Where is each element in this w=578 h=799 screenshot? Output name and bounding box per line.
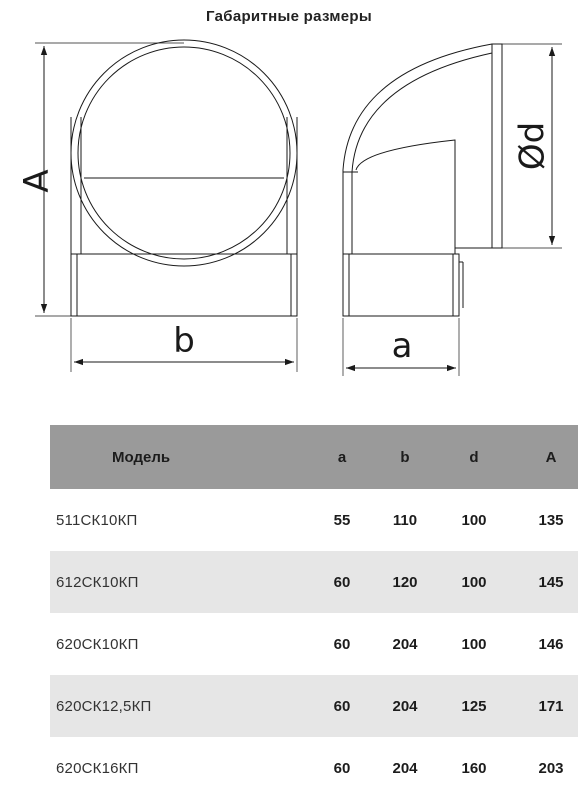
side-elbow-outer: [343, 44, 492, 254]
cell-a: 55: [333, 511, 351, 529]
cell-b: 204: [392, 759, 418, 777]
side-flange: [492, 44, 502, 248]
cell-b: 204: [372, 675, 438, 737]
page-title: Габаритные размеры: [206, 8, 372, 25]
dimensions-table: [50, 425, 578, 799]
cell-A: 203: [538, 759, 564, 777]
table-header-row: [50, 425, 578, 489]
table-row: [50, 613, 578, 675]
cell-a: 60: [333, 759, 351, 777]
cell-d: 160: [461, 759, 487, 777]
cell-b: 110: [392, 511, 418, 529]
cell-d: 100: [461, 635, 487, 653]
header-model: Модель: [50, 425, 312, 489]
side-view: [343, 44, 562, 376]
side-elbow-inner2: [356, 140, 455, 254]
cell-a: 60: [333, 635, 351, 653]
cell-d: 125: [438, 675, 510, 737]
header-b: b: [372, 425, 438, 489]
cell-model: 620СК16КП: [56, 759, 139, 777]
cell-model: 620СК12,5КП: [50, 675, 312, 737]
side-elbow-inner: [352, 53, 492, 254]
cell-A: 171: [510, 675, 578, 737]
table-row: [50, 675, 578, 737]
front-base: [71, 254, 297, 316]
front-view: [35, 40, 297, 372]
cell-model: 612СК10КП: [50, 551, 312, 613]
cell-model: 620СК10КП: [56, 635, 139, 653]
dim-A-label: A: [17, 169, 57, 193]
cell-b: 204: [392, 635, 418, 653]
table-row: [50, 489, 578, 551]
table-row: [50, 737, 578, 799]
header-a: a: [312, 425, 372, 489]
dim-d-label: Ød: [512, 121, 553, 171]
cell-d: 100: [438, 551, 510, 613]
cell-model: 511СК10КП: [56, 511, 138, 529]
cell-A: 146: [538, 635, 564, 653]
cell-a: 60: [312, 675, 372, 737]
header-d: d: [438, 425, 510, 489]
front-outer-circle: [71, 40, 297, 266]
cell-d: 100: [461, 511, 487, 529]
dim-a-label: a: [391, 326, 413, 366]
table-row: [50, 551, 578, 613]
dim-b-label: b: [173, 321, 195, 361]
header-A: A: [510, 425, 578, 489]
cell-A: 135: [538, 511, 564, 529]
cell-b: 120: [372, 551, 438, 613]
cell-A: 145: [510, 551, 578, 613]
cell-a: 60: [312, 551, 372, 613]
front-inner-circle: [78, 47, 290, 259]
side-base: [343, 254, 459, 316]
